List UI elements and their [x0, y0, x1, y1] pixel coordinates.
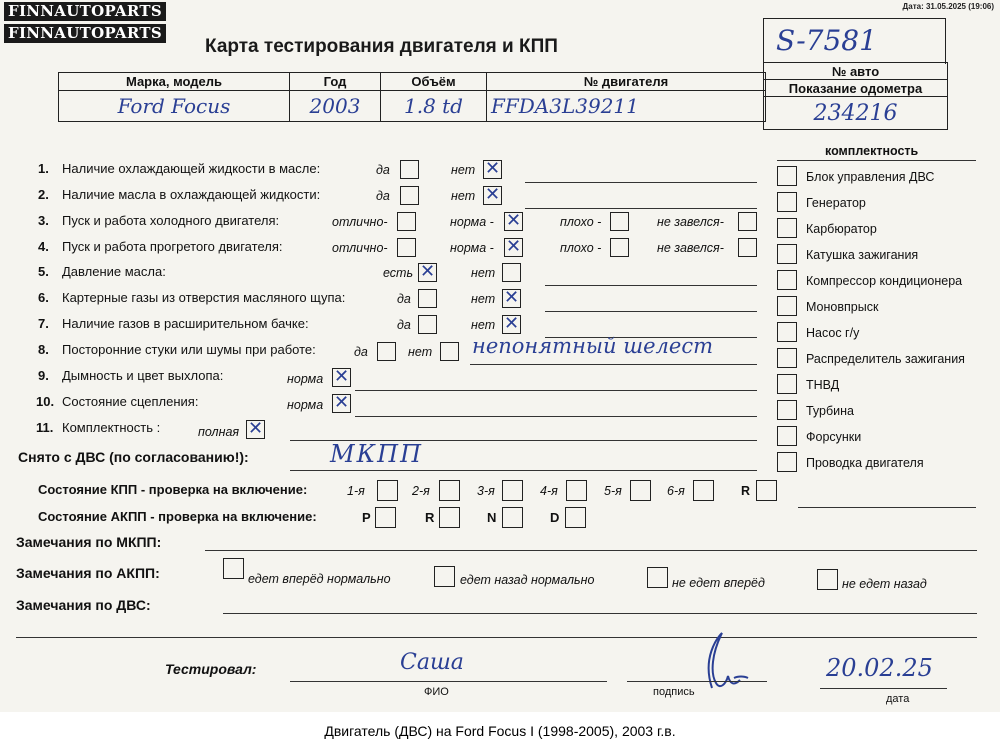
remarks-mkpp-line: [205, 550, 977, 551]
item-8-box-net[interactable]: [440, 342, 459, 361]
completeness-box-5[interactable]: [777, 270, 797, 290]
kpp-box-5[interactable]: [630, 480, 651, 501]
completeness-box-8[interactable]: [777, 348, 797, 368]
item-6-line: [545, 311, 757, 312]
header-make-model: Марка, модель: [59, 73, 290, 91]
kpp-gear-3: 3-я: [477, 484, 495, 498]
completeness-item-1: Блок управления ДВС: [806, 170, 935, 184]
vehicle-header-table: [58, 72, 766, 122]
item-2-label: Наличие масла в охлаждающей жидкости:: [62, 187, 321, 202]
item-7-box-da[interactable]: [418, 315, 437, 334]
akpp-remark-box-3[interactable]: [647, 567, 668, 588]
item-10-opt-norma: норма: [287, 398, 324, 412]
completeness-box-4[interactable]: [777, 244, 797, 264]
item-10-number: 10.: [36, 394, 55, 409]
completeness-box-12[interactable]: [777, 452, 797, 472]
item-7-box-net[interactable]: [502, 315, 521, 334]
item-8-box-da[interactable]: [377, 342, 396, 361]
item-7-opt-net: нет: [471, 318, 496, 332]
akpp-remark-opt-2: едет назад нормально: [460, 573, 595, 587]
header-engine-no: № двигателя: [487, 73, 766, 91]
item-4-number: 4.: [38, 239, 49, 254]
item-8-line: [470, 364, 757, 365]
kpp-gear-1: 1-я: [347, 484, 365, 498]
date-stamp: Дата: 31.05.2025 (19:06): [902, 2, 994, 11]
signature-line: [627, 681, 767, 682]
header-year: Год: [290, 73, 381, 91]
item-4-opt-norma: норма -: [450, 241, 494, 255]
completeness-box-3[interactable]: [777, 218, 797, 238]
item-6-box-da[interactable]: [418, 289, 437, 308]
item-5-line: [545, 285, 757, 286]
item-4-opt-ploho: плохо -: [560, 241, 602, 255]
item-4-box-ne-zavelsya[interactable]: [738, 238, 757, 257]
item-2-opt-da: да: [376, 189, 390, 203]
kpp-box-3[interactable]: [502, 480, 523, 501]
completeness-item-11: Форсунки: [806, 430, 862, 444]
item-1-opt-da: да: [376, 163, 390, 177]
item-11-box-polnaya[interactable]: [246, 420, 265, 439]
kpp-box-6[interactable]: [693, 480, 714, 501]
item-4-box-norma[interactable]: [504, 238, 523, 257]
item-4-box-ploho[interactable]: [610, 238, 629, 257]
completeness-item-9: ТНВД: [806, 378, 840, 392]
removed-value: МКПП: [330, 440, 424, 468]
akpp-box-r[interactable]: [439, 507, 460, 528]
kpp-side-line: [798, 507, 976, 508]
akpp-box-p[interactable]: [375, 507, 396, 528]
completeness-box-6[interactable]: [777, 296, 797, 316]
item-5-opt-est: есть: [383, 266, 414, 280]
item-7-number: 7.: [38, 316, 49, 331]
item-11-label: Комплектность :: [62, 420, 161, 435]
brand-logo-2: FINNAUTOPARTS: [4, 24, 166, 43]
item-7-opt-da: да: [397, 318, 411, 332]
kpp-box-r[interactable]: [756, 480, 777, 501]
completeness-box-1[interactable]: [777, 166, 797, 186]
footer-caption: Двигатель (ДВС) на Ford Focus I (1998-2005), 2003 г.в.: [324, 723, 676, 739]
item-4-opt-ne-zavelsya: не завелся-: [657, 241, 724, 255]
item-6-opt-net: нет: [471, 292, 496, 306]
completeness-item-2: Генератор: [806, 196, 866, 210]
item-2-box-net[interactable]: [483, 186, 502, 205]
item-1-box-da[interactable]: [400, 160, 419, 179]
fio-line: [290, 681, 607, 682]
header-volume: Объём: [381, 73, 487, 91]
item-6-box-net[interactable]: [502, 289, 521, 308]
item-9-opt-norma: норма: [287, 372, 324, 386]
value-engine-no: FFDA3L39211: [487, 91, 766, 122]
item-8-opt-da: да: [354, 345, 368, 359]
completeness-title-line: [777, 160, 976, 161]
value-year: 2003: [290, 91, 381, 122]
item-3-opt-norma: норма -: [450, 215, 494, 229]
akpp-remark-box-1[interactable]: [223, 558, 244, 579]
kpp-box-1[interactable]: [377, 480, 398, 501]
item-9-number: 9.: [38, 368, 49, 383]
card-code: S-7581: [763, 18, 946, 64]
item-5-box-est[interactable]: [418, 263, 437, 282]
item-3-opt-ne-zavelsya: не завелся-: [657, 215, 724, 229]
test-date: 20.02.25: [826, 654, 933, 682]
akpp-box-d[interactable]: [565, 507, 586, 528]
remarks-dvs-line-2: [16, 637, 977, 638]
completeness-title: комплектность: [825, 144, 919, 158]
item-3-opt-ploho: плохо -: [560, 215, 602, 229]
fio-caption: ФИО: [424, 686, 449, 698]
item-2-line: [525, 208, 757, 209]
date-caption: дата: [886, 693, 910, 705]
kpp-box-4[interactable]: [566, 480, 587, 501]
kpp-gear-5: 5-я: [604, 484, 622, 498]
item-5-number: 5.: [38, 264, 49, 279]
removed-line: [290, 470, 757, 471]
item-6-opt-da: да: [397, 292, 411, 306]
item-8-opt-net: нет: [408, 345, 433, 359]
akpp-remark-box-4[interactable]: [817, 569, 838, 590]
item-2-opt-net: нет: [451, 189, 476, 203]
item-11-number: 11.: [36, 420, 54, 435]
value-odometer: 234216: [764, 97, 948, 130]
item-6-label: Картерные газы из отверстия масляного щупа:: [62, 290, 346, 305]
tester-name: Саша: [400, 650, 464, 675]
item-1-box-net[interactable]: [483, 160, 502, 179]
akpp-gear-d: D: [550, 510, 560, 525]
completeness-item-6: Моновпрыск: [806, 300, 879, 314]
completeness-item-5: Компрессор кондиционера: [806, 274, 963, 288]
item-9-line: [355, 390, 757, 391]
card-title: Карта тестирования двигателя и КПП: [205, 36, 558, 57]
header-odometer: Показание одометра: [764, 80, 948, 97]
value-volume: 1.8 td: [381, 91, 487, 122]
remarks-akpp-label: Замечания по АКПП:: [16, 565, 160, 581]
item-3-box-ne-zavelsya[interactable]: [738, 212, 757, 231]
odometer-table: [763, 62, 948, 130]
item-1-label: Наличие охлаждающей жидкости в масле:: [62, 161, 321, 176]
header-auto-no: № авто: [764, 63, 948, 80]
completeness-item-10: Турбина: [806, 404, 854, 418]
tested-by-label: Тестировал:: [165, 661, 257, 677]
kpp-gear-4: 4-я: [540, 484, 558, 498]
completeness-item-7: Насос г/у: [806, 326, 860, 340]
akpp-remark-opt-1: едет вперёд нормально: [248, 572, 391, 586]
item-4-label: Пуск и работа прогретого двигателя:: [62, 239, 283, 254]
kpp-gear-2: 2-я: [412, 484, 430, 498]
item-3-opt-otlichno: отлично-: [332, 215, 388, 229]
akpp-label: Состояние АКПП - проверка на включение:: [38, 509, 317, 524]
item-1-opt-net: нет: [451, 163, 476, 177]
item-9-label: Дымность и цвет выхлопа:: [62, 368, 224, 383]
item-8-label: Посторонние стуки или шумы при работе:: [62, 342, 316, 357]
completeness-box-2[interactable]: [777, 192, 797, 212]
item-3-box-ploho[interactable]: [610, 212, 629, 231]
akpp-box-n[interactable]: [502, 507, 523, 528]
item-5-opt-net: нет: [471, 266, 496, 280]
item-2-box-da[interactable]: [400, 186, 419, 205]
item-1-number: 1.: [38, 161, 49, 176]
removed-label: Снято с ДВС (по согласованию!):: [18, 449, 249, 465]
kpp-gear-r: R: [741, 484, 751, 498]
completeness-box-9[interactable]: [777, 374, 797, 394]
kpp-box-2[interactable]: [439, 480, 460, 501]
akpp-remark-opt-4: не едет назад: [842, 577, 927, 591]
item-3-box-otlichno[interactable]: [397, 212, 416, 231]
completeness-box-10[interactable]: [777, 400, 797, 420]
item-8-note: непонятный шелест: [472, 334, 714, 358]
item-2-number: 2.: [38, 187, 49, 202]
item-6-number: 6.: [38, 290, 49, 305]
item-11-opt-polnaya: полная: [198, 425, 240, 439]
item-3-box-norma[interactable]: [504, 212, 523, 231]
akpp-remark-box-2[interactable]: [434, 566, 455, 587]
item-7-label: Наличие газов в расширительном бачке:: [62, 316, 309, 331]
item-10-label: Состояние сцепления:: [62, 394, 199, 409]
item-10-line: [355, 416, 757, 417]
item-9-box-norma[interactable]: [332, 368, 351, 387]
remarks-dvs-label: Замечания по ДВС:: [16, 597, 151, 613]
value-make-model: Ford Focus: [59, 91, 290, 122]
akpp-gear-r: R: [425, 510, 435, 525]
item-1-line: [525, 182, 757, 183]
brand-logo-1: FINNAUTOPARTS: [4, 2, 166, 21]
kpp-label: Состояние КПП - проверка на включение:: [38, 482, 308, 497]
item-4-box-otlichno[interactable]: [397, 238, 416, 257]
item-3-number: 3.: [38, 213, 49, 228]
item-5-label: Давление масла:: [62, 264, 166, 279]
completeness-item-4: Катушка зажигания: [806, 248, 919, 262]
signature-caption: подпись: [653, 686, 695, 698]
akpp-gear-p: P: [362, 510, 371, 525]
remarks-dvs-line-1: [223, 613, 977, 614]
item-3-label: Пуск и работа холодного двигателя:: [62, 213, 280, 228]
item-8-number: 8.: [38, 342, 49, 357]
remarks-mkpp-label: Замечания по МКПП:: [16, 534, 162, 550]
date-line: [820, 688, 947, 689]
item-10-box-norma[interactable]: [332, 394, 351, 413]
completeness-item-8: Распределитель зажигания: [806, 352, 965, 366]
item-5-box-net[interactable]: [502, 263, 521, 282]
completeness-item-3: Карбюратор: [806, 222, 877, 236]
item-4-opt-otlichno: отлично-: [332, 241, 388, 255]
kpp-gear-6: 6-я: [667, 484, 685, 498]
akpp-remark-opt-3: не едет вперёд: [672, 576, 765, 590]
completeness-item-12: Проводка двигателя: [806, 456, 924, 470]
akpp-gear-n: N: [487, 510, 497, 525]
completeness-box-7[interactable]: [777, 322, 797, 342]
completeness-box-11[interactable]: [777, 426, 797, 446]
